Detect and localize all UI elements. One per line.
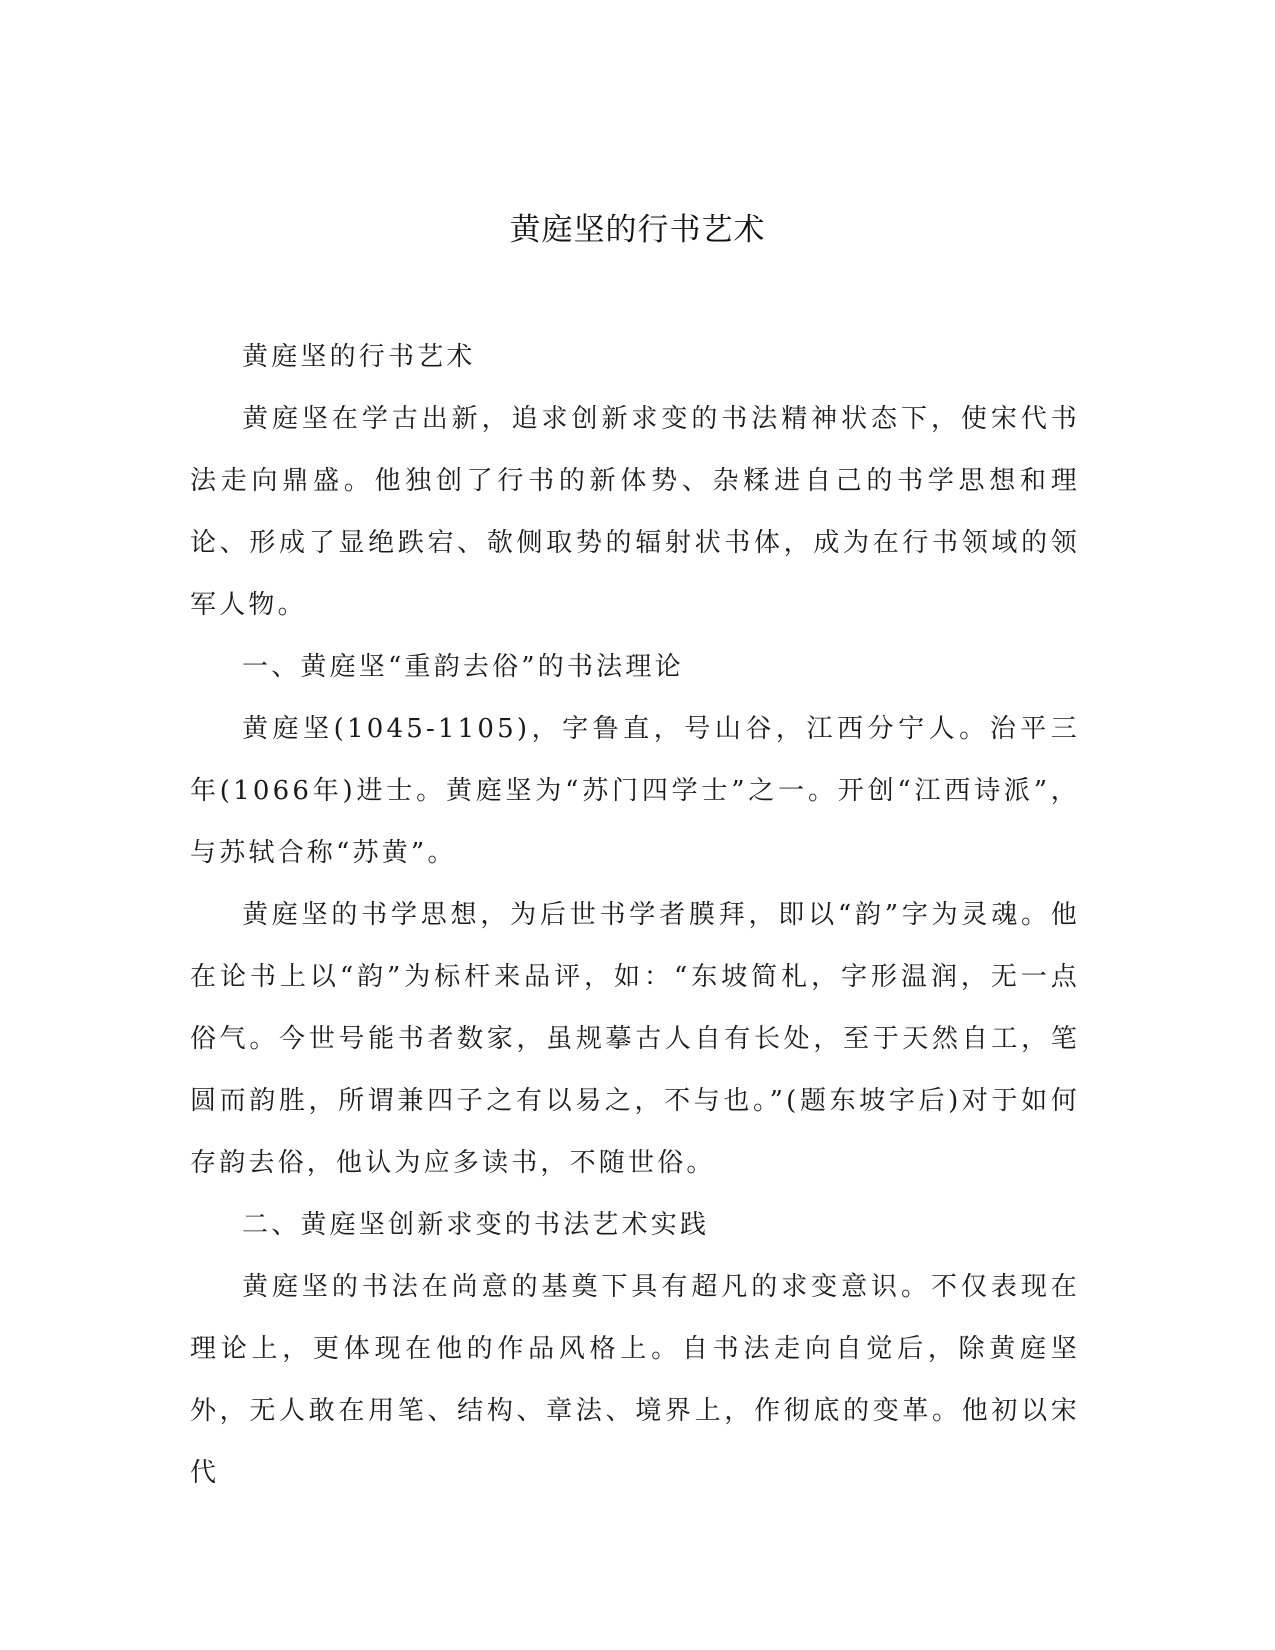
- body-paragraph-biography: 黄庭坚(1045-1105)，字鲁直，号山谷，江西分宁人。治平三年(1066年)进士。黄庭坚为“苏门四学士”之一。开创“江西诗派”，与苏轼合称“苏黄”。: [190, 714, 1080, 868]
- document-body: [190, 326, 1080, 1504]
- body-paragraph-theory: 黄庭坚的书学思想，为后世书学者膜拜，即以“韵”字为灵魂。他在论书上以“韵”为标杆来品评，如：“东坡简札，字形温润，无一点俗气。今世号能书者数家，虽规摹古人自有长处，至于天然自工，笔圆而韵胜，所谓兼四子之有以易之，不与也。”(题东坡字后)对于如何存韵去俗，他认为应多读书，不随世俗。: [190, 900, 1080, 1178]
- body-paragraph-practice: 黄庭坚的书法在尚意的基奠下具有超凡的求变意识。不仅表现在理论上，更体现在他的作品风格上。自书法走向自觉后，除黄庭坚外，无人敢在用笔、结构、章法、境界上，作彻底的变革。他初以宋代: [190, 1272, 1080, 1488]
- body-paragraph-intro: 黄庭坚在学古出新，追求创新求变的书法精神状态下，使宋代书法走向鼎盛。他独创了行书的新体势、杂糅进自己的书学思想和理论、形成了显绝跌宕、欹侧取势的辐射状书体，成为在行书领域的领军人物。: [190, 404, 1080, 620]
- section-heading-1: 一、黄庭坚“重韵去俗”的书法理论: [242, 652, 684, 682]
- body-paragraph-subtitle: 黄庭坚的行书艺术: [242, 342, 476, 372]
- document-title: 黄庭坚的行书艺术: [509, 212, 766, 248]
- section-heading-2: 二、黄庭坚创新求变的书法艺术实践: [242, 1210, 710, 1240]
